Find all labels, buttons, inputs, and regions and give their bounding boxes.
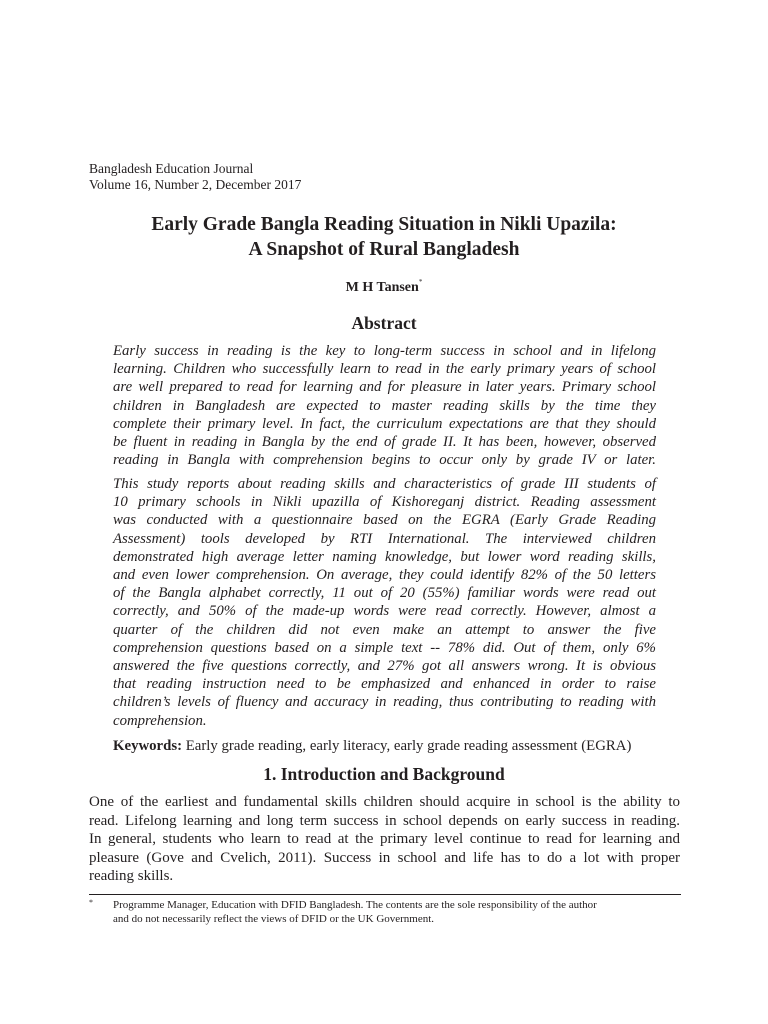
title-line-2: A Snapshot of Rural Bangladesh xyxy=(248,239,520,260)
body-line: One of the earliest and fundamental skills children should acquire in school is the ability to xyxy=(89,794,680,810)
footnote xyxy=(113,898,681,926)
abstract-heading: Abstract xyxy=(351,313,417,333)
abstract-line: and even lower comprehension. On average, they could identify 82% of the 50 letters xyxy=(113,567,656,584)
abstract-line: learning. Children who successfully learn to read in the early primary years of school xyxy=(113,361,656,378)
abstract-paragraph-1 xyxy=(113,342,656,469)
footnote-line: and do not necessarily reflect the views of DFID or the UK Government. xyxy=(113,913,435,925)
abstract-line: answered the five questions correctly, and 27% got all answers wrong. It is obvious xyxy=(113,658,656,675)
keywords-label: Keywords: xyxy=(113,738,183,754)
abstract-line: be fluent in reading in Bangla by the end of grade II. It has been, however, observed xyxy=(113,434,656,451)
abstract-line: correctly, and 50% of the made-up words were read correctly. However, almost a xyxy=(113,603,656,620)
journal-issue: Volume 16, Number 2, December 2017 xyxy=(89,177,302,192)
footnote-line: Programme Manager, Education with DFID Bangladesh. The contents are the sole responsibility of the author xyxy=(113,899,597,911)
author xyxy=(0,278,768,296)
abstract-line: are well prepared to read for learning and for pleasure in later years. Primary school xyxy=(113,379,656,396)
journal-header xyxy=(89,161,301,193)
footnote-marker: * xyxy=(89,898,93,907)
author-footnote-marker: * xyxy=(418,278,423,286)
author-name: M H Tansen xyxy=(345,280,419,295)
body-line: reading skills. xyxy=(89,868,174,884)
abstract-line: of the Bangla alphabet correctly, 11 out of 20 (55%) familiar words were read out xyxy=(113,585,656,602)
abstract-line: complete their primary level. In fact, the curriculum expectations are that they should xyxy=(113,415,656,432)
keywords-text: Early grade reading, early literacy, early grade reading assessment (EGRA) xyxy=(182,738,632,754)
abstract-line: children in Bangladesh are expected to master reading skills by the time they xyxy=(113,397,656,414)
abstract-line: Early success in reading is the key to long-term success in school and in lifelong xyxy=(113,343,656,359)
abstract-line: comprehension. xyxy=(113,712,207,729)
abstract-line: was conducted with a questionnaire based on the EGRA (Early Grade Reading xyxy=(113,512,656,529)
abstract-line: that reading instruction need to be emphasized and enhanced in order to raise xyxy=(113,676,656,693)
journal-name: Bangladesh Education Journal xyxy=(89,161,254,176)
abstract-line: children’s levels of fluency and accuracy in reading, thus contributing to reading with xyxy=(113,694,656,711)
title-line-1: Early Grade Bangla Reading Situation in Nikli Upazila: xyxy=(151,214,617,235)
paper-title xyxy=(60,212,708,262)
abstract-line: demonstrated high average letter naming knowledge, but lower word reading skills, xyxy=(113,548,656,565)
body-line: read. Lifelong learning and long term success in school depends on early success in reading. xyxy=(89,812,680,829)
section-heading: 1. Introduction and Background xyxy=(263,764,505,784)
body-line: pleasure (Gove and Cvelich, 2011). Success in school and life has to do a lot with proper xyxy=(89,849,680,866)
abstract-line: reading in Bangla with comprehension begins to occur only by grade IV or later. xyxy=(113,452,656,469)
abstract-line: comprehension questions based on a simple text -- 78% did. Out of them, only 6% xyxy=(113,639,656,656)
abstract-line: This study reports about reading skills and characteristics of grade III students of xyxy=(113,476,656,492)
abstract-line: quarter of the children did not even make an attempt to answer the five xyxy=(113,621,656,638)
abstract-paragraph-2 xyxy=(113,475,656,730)
abstract-line: 10 primary schools in Nikli upazilla of Kishoreganj district. Reading assessment xyxy=(113,494,656,511)
body-line: In general, students who learn to read at the primary level continue to read for learning and xyxy=(89,831,680,847)
abstract-line: Assessment) tools developed by RTI International. The interviewed children xyxy=(113,530,656,547)
section-body xyxy=(89,793,680,886)
keywords xyxy=(113,737,673,755)
footnote-divider xyxy=(89,894,681,895)
